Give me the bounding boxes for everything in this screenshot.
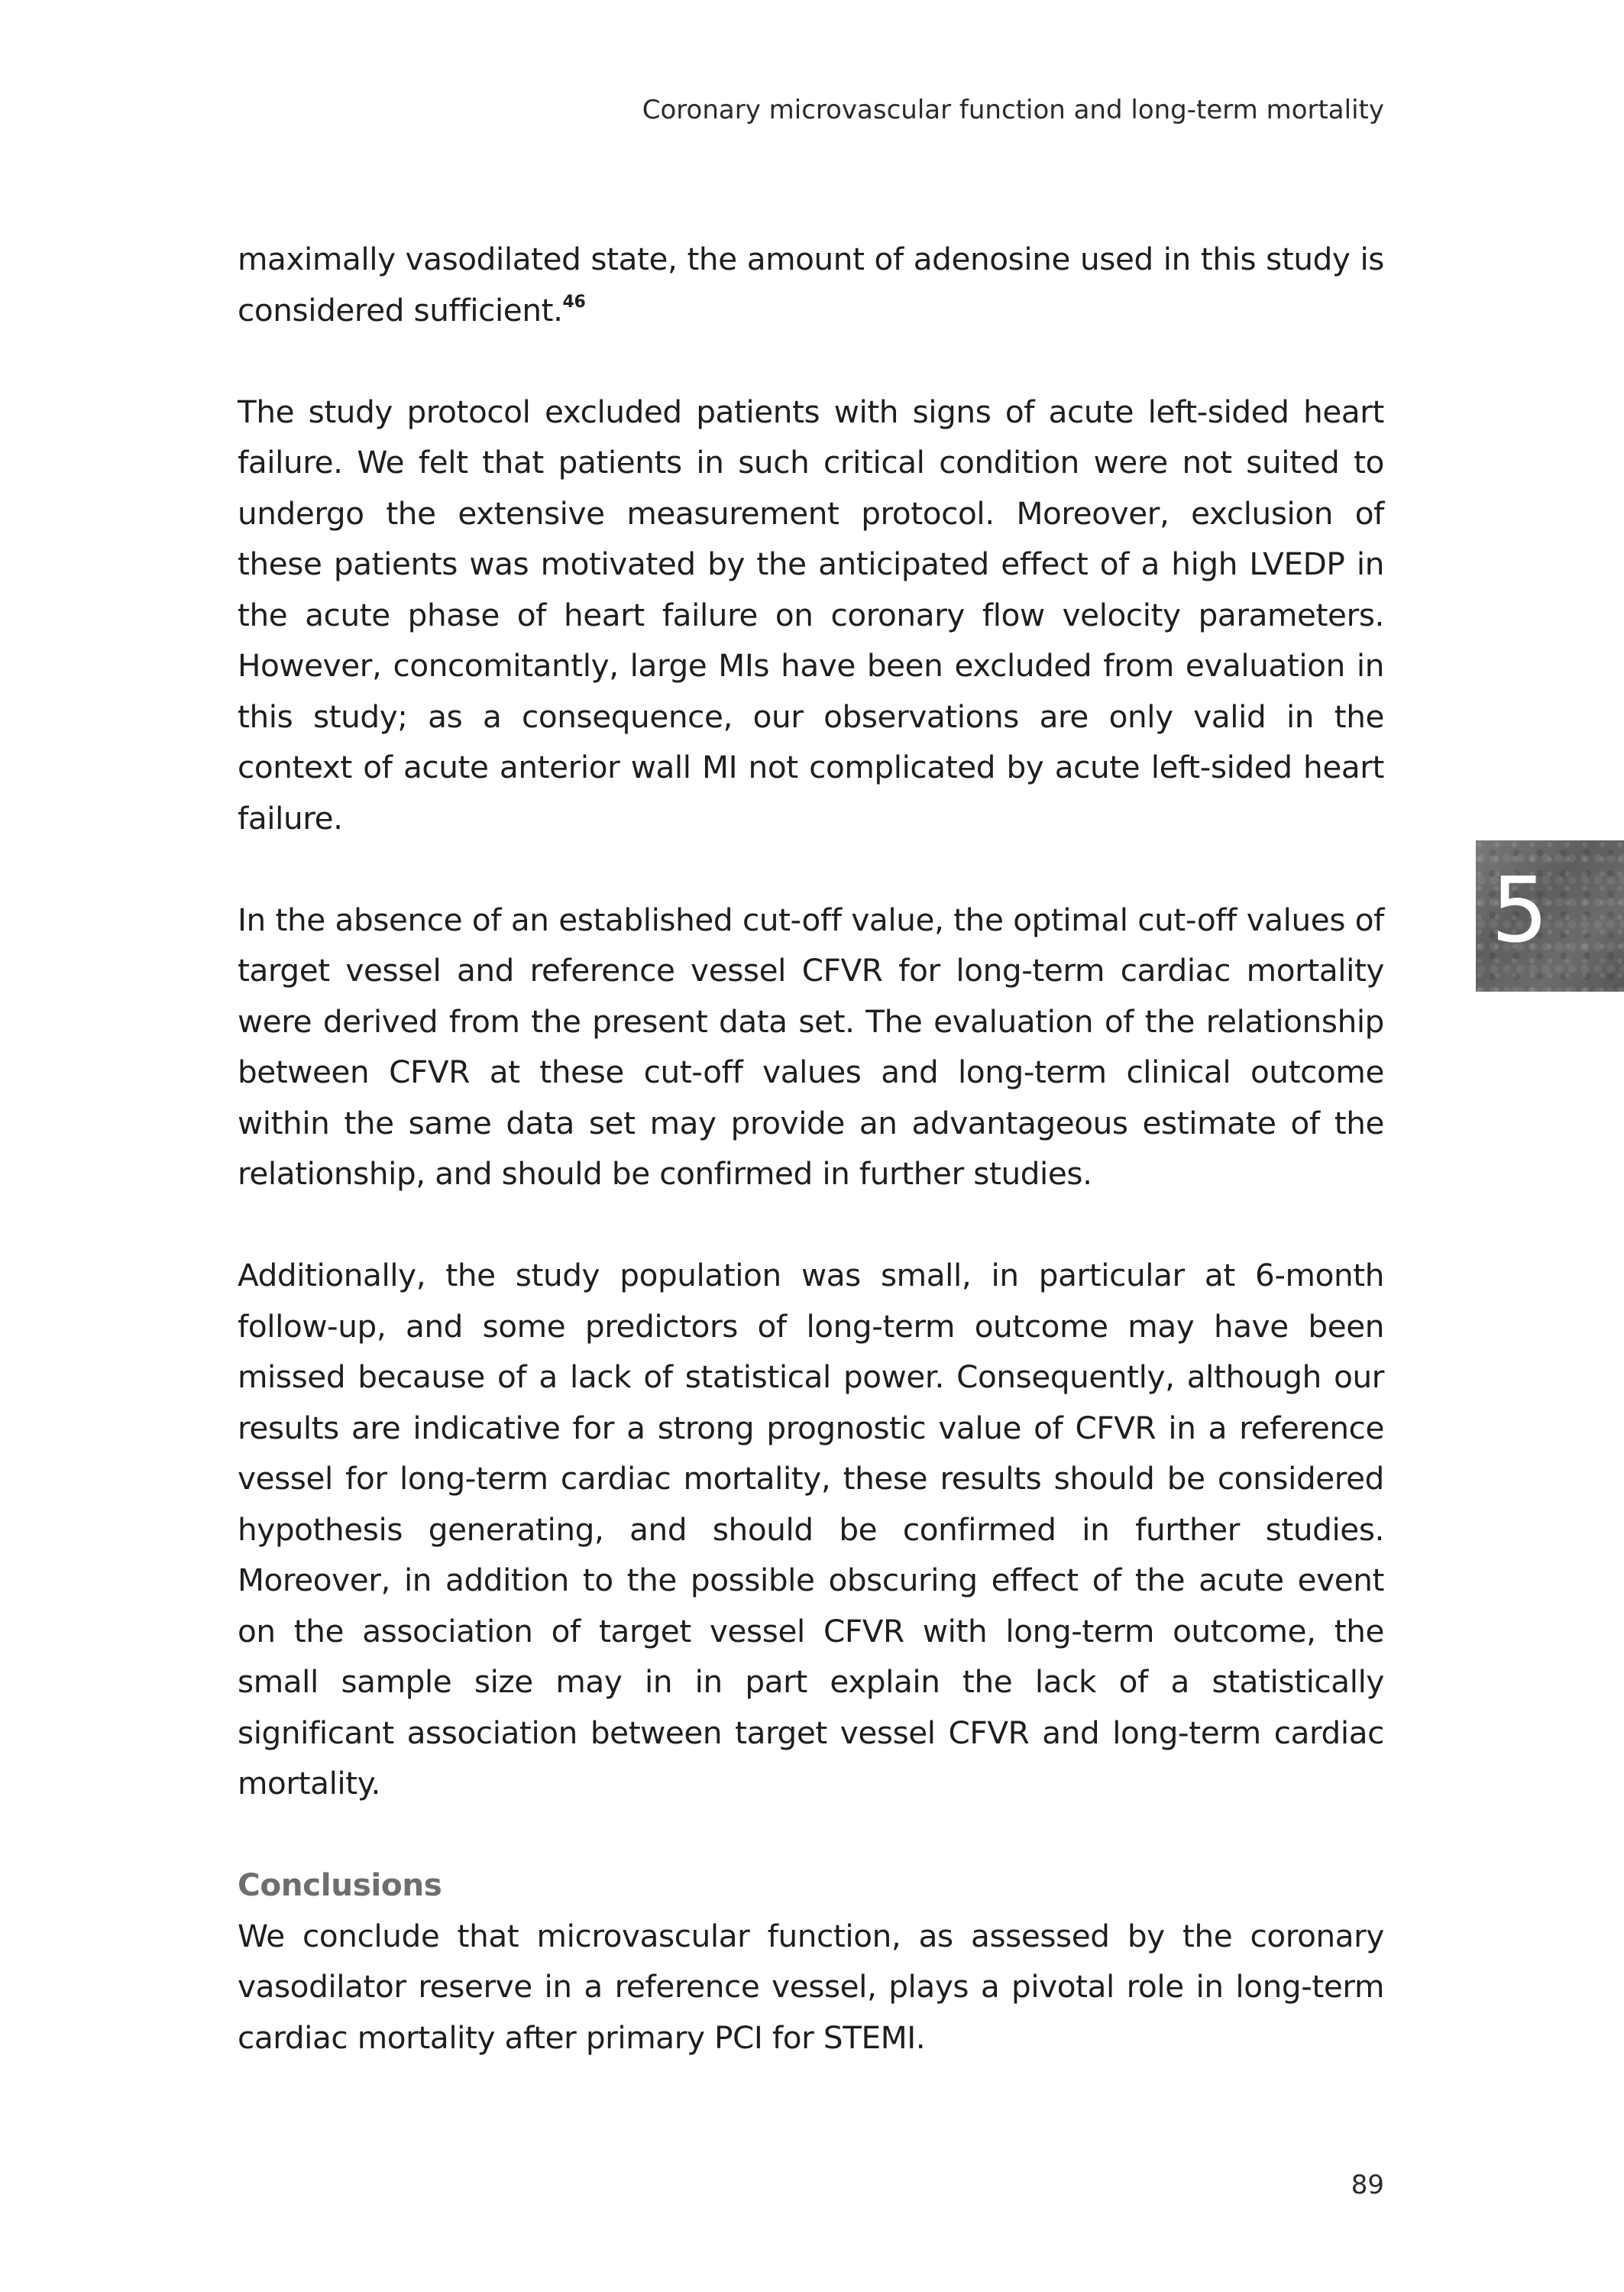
body-text — [238, 234, 1384, 2114]
paragraph-1 — [238, 234, 1384, 335]
running-header: Coronary microvascular function and long-term mortality — [642, 95, 1384, 125]
chapter-tab — [1476, 840, 1624, 992]
citation-superscript: 46 — [562, 292, 586, 312]
chapter-number: 5 — [1491, 857, 1549, 963]
paragraph-2: The study protocol excluded patients with signs of acute left-sided heart failure. We felt that patients in such critical condition were not suited to undergo the extensive measurement protocol. Moreover, exclusion of these patients was motivated by the anticipated effect of a high LVEDP in the acute phase of heart failure on coronary flow velocity parameters. However, concomitantly, large MIs have been excluded from evaluation in this study; as a consequence, our observations are only valid in the context of acute anterior wall MI not complicated by acute left-sided heart failure. — [238, 393, 1384, 837]
conclusions-heading: Conclusions — [238, 1866, 442, 1903]
conclusions-paragraph: We conclude that microvascular function, as assessed by the coronary vasodilator reserve in a reference vessel, plays a pivotal role in long-term cardiac mortality after primary PCI for STEMI. — [238, 1917, 1384, 2056]
paragraph-1-text: maximally vasodilated state, the amount of adenosine used in this study is considered sufficient. — [238, 241, 1384, 329]
paragraph-3: In the absence of an established cut-off value, the optimal cut-off values of target vessel and reference vessel CFVR for long-term cardiac mortality were derived from the present data set. The evaluation of the relationship between CFVR at these cut-off values and long-term clinical outcome within the same data set may provide an advantageous estimate of the relationship, and should be confirmed in further studies. — [238, 901, 1384, 1192]
paragraph-4: Additionally, the study population was small, in particular at 6-month follow-up, and some predictors of long-term outcome may have been missed because of a lack of statistical power. Consequently, although our results are indicative for a strong prognostic value of CFVR in a reference vessel for long-term cardiac mortality, these results should be considered hypothesis generating, and should be confirmed in further studies. Moreover, in addition to the possible obscuring effect of the acute event on the association of target vessel CFVR with long-term outcome, the small sample size may in in part explain the lack of a statistically significant association between target vessel CFVR and long-term cardiac mortality. — [238, 1257, 1384, 1802]
page-number: 89 — [1351, 2170, 1384, 2200]
